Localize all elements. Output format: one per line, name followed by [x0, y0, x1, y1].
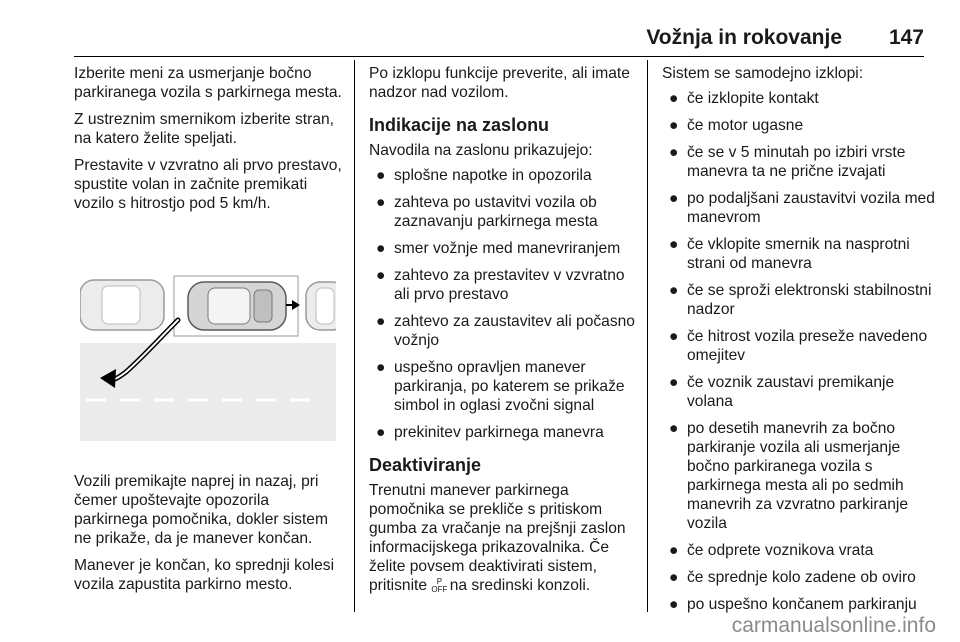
list-item: [662, 281, 937, 319]
list-item: [662, 541, 937, 560]
bullet-icon: ●: [669, 90, 679, 107]
bullet-icon: ●: [376, 313, 386, 330]
list-item: [662, 143, 937, 181]
list-item-text: prekinitev parkirnega manevra: [394, 424, 604, 441]
bullet-icon: ●: [669, 144, 679, 161]
list-item: [662, 419, 937, 533]
section-heading: Indikacije na zaslonu: [369, 115, 550, 135]
column-divider: [647, 60, 648, 612]
section-title: Vožnja in rokovanje: [646, 26, 842, 49]
auto-deactivation-list: [662, 89, 937, 614]
paragraph: Izberite meni za usmerjanje bočno parkiranega vozila s parkirnega mesta.: [74, 65, 342, 101]
list-item-text: če vklopite smernik na nasprotni strani od manevra: [687, 236, 910, 272]
list-item: [662, 89, 937, 108]
list-item-text: po desetih manevrih za bočno parkiranje vozila ali usmerjanje bočno parkiranega vozila s parkirnega mesta ali po sedmih manevrih za vzvratno parkiranje vozila: [687, 420, 909, 532]
list-item-text: če hitrost vozila preseže navedeno omejitev: [687, 328, 928, 364]
list-item: [369, 423, 639, 442]
bullet-icon: ●: [669, 190, 679, 207]
bullet-icon: ●: [376, 167, 386, 184]
list-item-text: če se v 5 minutah po izbiri vrste manevra ta ne prične izvajati: [687, 144, 906, 180]
bullet-icon: ●: [669, 236, 679, 253]
list-item-text: če odprete voznikova vrata: [687, 542, 874, 559]
page-header: [74, 26, 924, 57]
paragraph: Vozili premikajte naprej in nazaj, pri čemer upoštevajte opozorila parkirnega pomočnika, dokler sistem ne prikaže, da je manever končan.: [74, 473, 328, 547]
bullet-icon: ●: [376, 240, 386, 257]
bullet-icon: ●: [669, 542, 679, 559]
list-item-text: zahteva po ustavitvi vozila ob zaznavanju parkirnega mesta: [394, 194, 598, 230]
list-item: [662, 189, 937, 227]
list-item: [662, 595, 937, 614]
list-item: [662, 373, 937, 411]
list-item-text: zahtevo za zaustavitev ali počasno vožnjo: [394, 313, 635, 349]
list-item: [369, 166, 639, 185]
paragraph: Z ustreznim smernikom izberite stran, na katero želite speljati.: [74, 111, 334, 147]
paragraph: Manever je končan, ko sprednji kolesi vozila zapustita parkirno mesto.: [74, 557, 335, 593]
paragraph: Sistem se samodejno izklopi:: [662, 65, 864, 82]
parked-car-right: [306, 282, 336, 330]
list-item: [369, 266, 639, 304]
watermark: carmanualsonline.info: [731, 614, 936, 637]
own-car: [188, 282, 286, 330]
bullet-icon: ●: [669, 374, 679, 391]
column-2: [369, 64, 639, 603]
list-item: [369, 239, 639, 258]
list-item-text: če sprednje kolo zadene ob oviro: [687, 569, 916, 586]
list-item-text: če izklopite kontakt: [687, 90, 819, 107]
list-item-text: splošne napotke in opozorila: [394, 167, 592, 184]
section-heading: Deaktiviranje: [369, 455, 482, 475]
list-item: [369, 358, 639, 415]
list-item: [662, 116, 937, 135]
page-number: 147: [888, 26, 924, 49]
paragraph: Po izklopu funkcije preverite, ali imate nadzor nad vozilom.: [369, 65, 630, 101]
column-divider: [354, 60, 355, 612]
list-item-text: uspešno opravljen manever parkiranja, po katerem se prikaže simbol in oglasi zvočni signal: [394, 359, 625, 414]
list-item-text: če voznik zaustavi premikanje volana: [687, 374, 895, 410]
bullet-icon: ●: [669, 569, 679, 586]
bullet-icon: ●: [669, 282, 679, 299]
list-item-text: če se sproži elektronski stabilnostni nadzor: [687, 282, 932, 318]
parking-off-icon: P OFF: [431, 576, 448, 594]
bullet-icon: ●: [669, 117, 679, 134]
list-item-text: smer vožnje med manevriranjem: [394, 240, 621, 257]
column-3: [662, 64, 937, 622]
column-1: [74, 64, 344, 221]
list-item: [662, 235, 937, 273]
paragraph: Navodila na zaslonu prikazujejo:: [369, 142, 593, 159]
parked-car-left: [80, 280, 164, 330]
bullet-icon: ●: [669, 328, 679, 345]
list-item-text: zahtevo za prestavitev v vzvratno ali prvo prestavo: [394, 267, 625, 303]
list-item: [369, 193, 639, 231]
list-item: [662, 327, 937, 365]
bullet-icon: ●: [669, 596, 679, 613]
bullet-icon: ●: [376, 267, 386, 284]
bullet-icon: ●: [669, 420, 679, 437]
paragraph-text: Trenutni manever parkirnega pomočnika se prekliče s pritiskom gumba za vračanje na prejšnji zaslon informacijskega prikazovalnika. Če želite povsem deaktivirati sistem, pritisnite: [369, 482, 626, 594]
list-item-text: po uspešno končanem parkiranju: [687, 596, 917, 613]
list-item-text: po podaljšani zaustavitvi vozila med manevrom: [687, 190, 935, 226]
paragraph: Prestavite v vzvratno ali prvo prestavo, spustite volan in začnite premikati vozilo s hitrostjo pod 5 km/h.: [74, 157, 342, 212]
bullet-icon: ●: [376, 424, 386, 441]
bullet-icon: ●: [376, 359, 386, 376]
paragraph-text: na sredinski konzoli.: [445, 577, 591, 594]
column-1-continued: [74, 472, 344, 602]
display-indications-list: [369, 166, 639, 442]
bullet-icon: ●: [376, 194, 386, 211]
parking-illustration: [80, 268, 336, 446]
list-item: [662, 568, 937, 587]
list-item: [369, 312, 639, 350]
list-item-text: če motor ugasne: [687, 117, 804, 134]
paragraph: [369, 481, 639, 595]
